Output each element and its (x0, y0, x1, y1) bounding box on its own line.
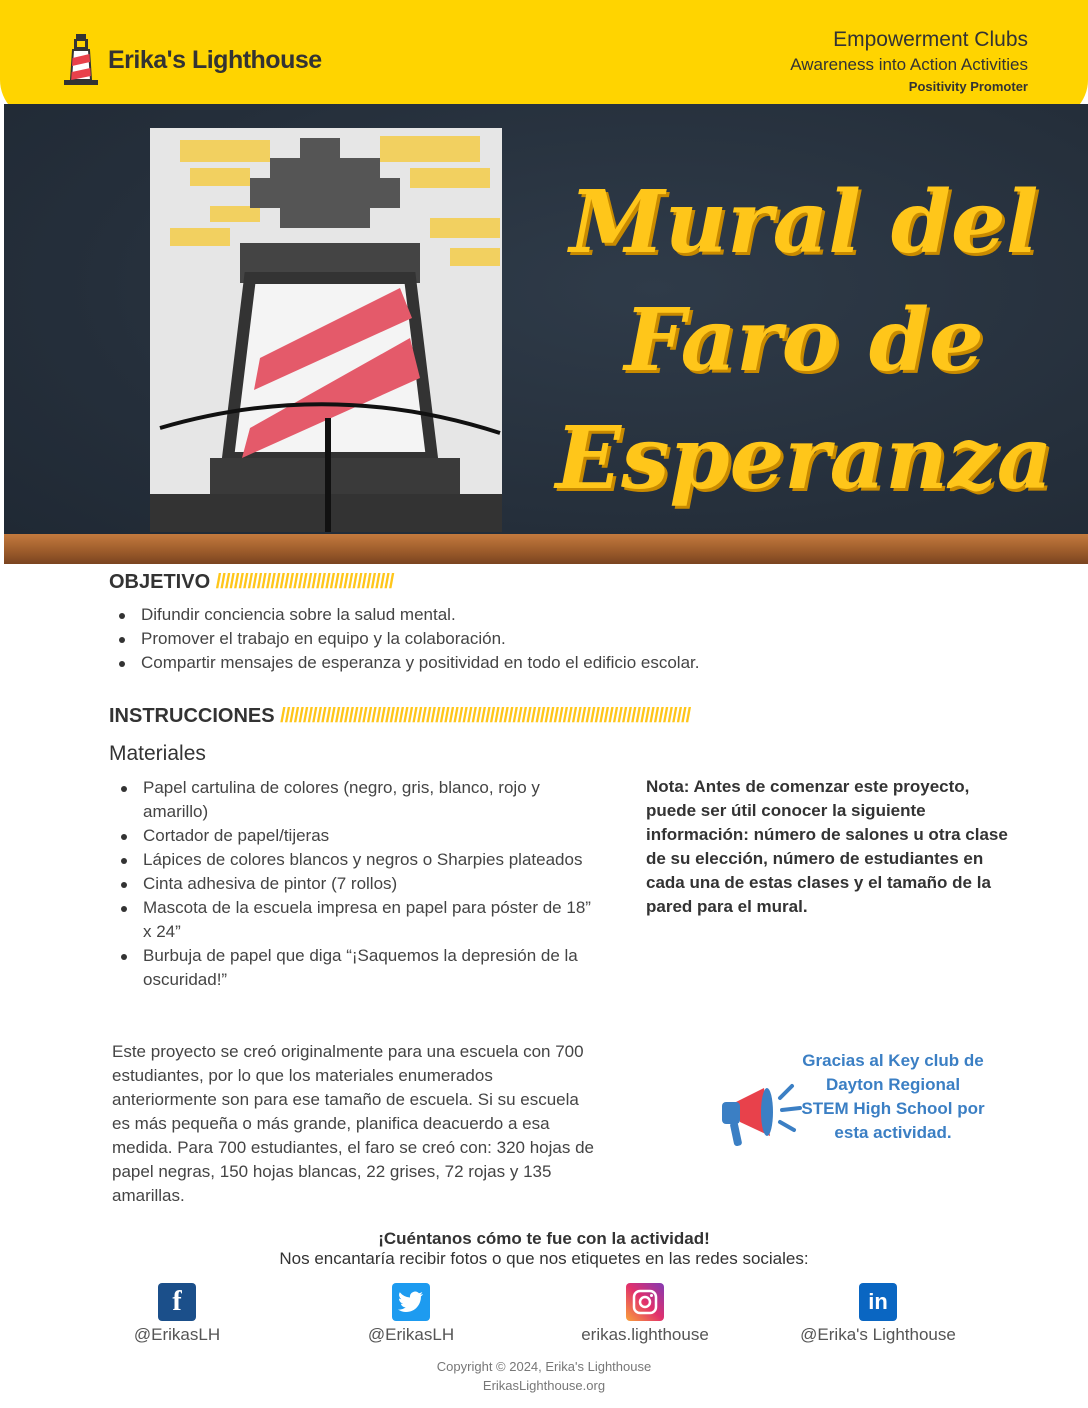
instrucciones-heading-text: INSTRUCCIONES (109, 705, 275, 727)
website-link[interactable]: ErikasLighthouse.org (482, 1378, 606, 1393)
social-linkedin[interactable] (778, 1283, 978, 1345)
objetivo-list (109, 603, 1009, 675)
objetivo-slashes: /////////////////////////////////////// (215, 571, 394, 593)
logo (62, 34, 322, 86)
header-subtitle: Awareness into Action Activities (790, 55, 1028, 74)
header-category: Positivity Promoter (908, 79, 1028, 94)
instrucciones-heading (109, 705, 690, 728)
list-item: Cinta adhesiva de pintor (7 rollos) (111, 872, 596, 896)
copyright-text: Copyright © 2024, Erika's Lighthouse (436, 1359, 652, 1374)
list-item: Papel cartulina de colores (negro, gris, blanco, rojo y amarillo) (111, 776, 596, 824)
social-instagram[interactable] (545, 1283, 745, 1345)
mural-title (544, 164, 1064, 518)
header-title: Empowerment Clubs (833, 28, 1028, 51)
social-twitter[interactable] (311, 1283, 511, 1345)
cta-subline: Nos encantaría recibir fotos o que nos etiquetes en las redes sociales: (279, 1249, 809, 1268)
objetivo-heading-text: OBJETIVO (109, 571, 211, 593)
project-paragraph: Este proyecto se creó originalmente para una escuela con 700 estudiantes, por lo que los materiales enumerados anteriormente son para ese tamaño de escuela. Si su escuela es más pequeña o más grande, planifica deacuerdo a esa medida. Para 700 estudiantes, el faro se creó con: 320 hojas de papel negras, 150 hojas blancas, 22 grises, 72 rojas y 135 amarillas. (112, 1042, 594, 1205)
list-item: Burbuja de papel que diga “¡Saquemos la depresión de la oscuridad!” (111, 944, 596, 992)
twitter-icon[interactable] (392, 1283, 430, 1321)
title-line-2: Faro de (624, 290, 984, 391)
cta-headline: ¡Cuéntanos cómo te fue con la actividad! (378, 1229, 710, 1248)
objetivo-heading (109, 571, 393, 594)
facebook-icon[interactable]: f (158, 1283, 196, 1321)
thanks-text: Gracias al Key club de Dayton Regional STEM High School por esta actividad. (801, 1051, 985, 1142)
note-text: Nota: Antes de comenzar este proyecto, puede ser útil conocer la siguiente información: número de salones u otra clase de su elección, número de estudiantes en cada una de estas clases y el tamaño de la pared para el mural. (646, 777, 1008, 916)
title-line-1: Mural del (569, 172, 1039, 273)
mural-photo (150, 128, 502, 532)
list-item: Cortador de papel/tijeras (111, 824, 596, 848)
social-handle[interactable]: @ErikasLH (133, 1325, 221, 1344)
social-handle[interactable]: erikas.lighthouse (581, 1325, 709, 1344)
social-handle[interactable]: @ErikasLH (367, 1325, 455, 1344)
list-item: Compartir mensajes de esperanza y positividad en todo el edificio escolar. (109, 651, 1009, 675)
list-item: Mascota de la escuela impresa en papel para póster de 18” x 24” (111, 896, 596, 944)
lighthouse-icon (62, 34, 100, 86)
wood-shelf (4, 534, 1088, 564)
instagram-icon[interactable] (626, 1283, 664, 1321)
linkedin-icon[interactable]: in (859, 1283, 897, 1321)
social-facebook[interactable] (77, 1283, 277, 1345)
list-item: Promover el trabajo en equipo y la colaboración. (109, 627, 1009, 651)
materiales-list (111, 776, 596, 992)
megaphone-icon (718, 1078, 804, 1154)
page-footer (0, 1357, 1088, 1395)
logo-text: Erika's Lighthouse (108, 45, 322, 74)
banner (4, 104, 1088, 564)
instrucciones-slashes: ////////////////////////////////////////////////////////////////////////////////////////// (280, 705, 691, 727)
social-handle[interactable]: @Erika's Lighthouse (800, 1325, 956, 1344)
page-header (0, 0, 1088, 120)
list-item: Lápices de colores blancos y negros o Sharpies plateados (111, 848, 596, 872)
call-to-action (0, 1229, 1088, 1269)
materiales-heading: Materiales (109, 742, 206, 765)
list-item: Difundir conciencia sobre la salud mental. (109, 603, 1009, 627)
title-line-3: Esperanza (555, 408, 1053, 509)
